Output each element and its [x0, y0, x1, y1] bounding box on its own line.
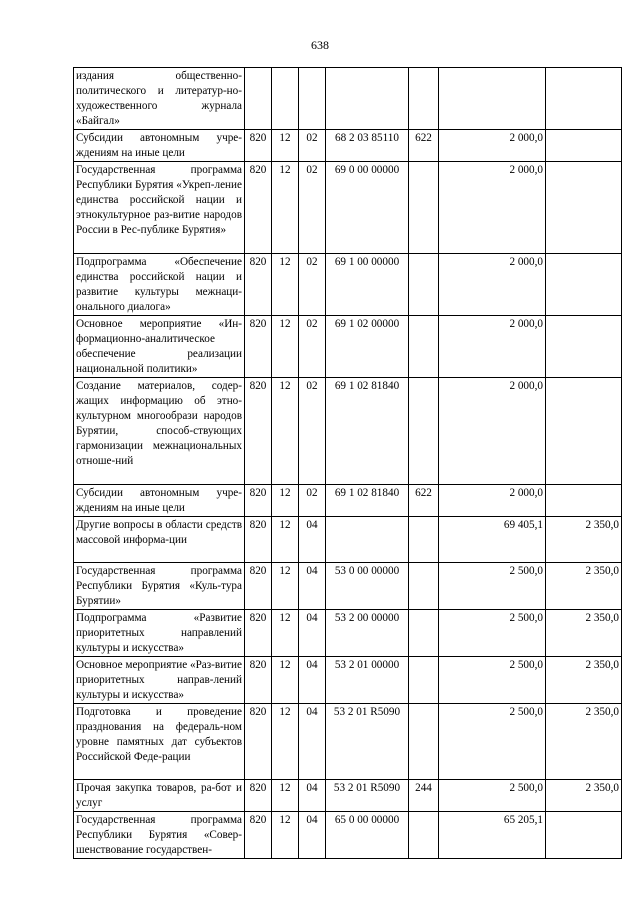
row-sum-1: 2 500,0	[439, 563, 546, 610]
row-rz: 12	[272, 610, 299, 657]
row-rz: 12	[272, 657, 299, 704]
row-pr: 04	[299, 780, 326, 812]
row-sum-1: 2 000,0	[439, 130, 546, 162]
row-csr: 53 2 01 R5090	[326, 704, 409, 780]
row-sum-2: 2 350,0	[546, 704, 622, 780]
row-rz: 12	[272, 704, 299, 780]
row-pr: 04	[299, 704, 326, 780]
row-ved: 820	[245, 780, 272, 812]
row-sum-1: 2 000,0	[439, 254, 546, 316]
row-name: Государственная программа Республики Бурятия «Куль-тура Бурятии»	[74, 563, 245, 610]
row-ved: 820	[245, 657, 272, 704]
table-row	[74, 378, 622, 485]
row-csr	[326, 68, 409, 130]
row-pr: 04	[299, 563, 326, 610]
budget-table-body	[74, 68, 622, 859]
row-name: Подготовка и проведение празднования на федераль-ном уровне памятных дат субъектов Российской Феде-рации	[74, 704, 245, 780]
row-rz: 12	[272, 378, 299, 485]
row-ved: 820	[245, 610, 272, 657]
row-csr: 69 1 00 00000	[326, 254, 409, 316]
table-row	[74, 610, 622, 657]
row-ved: 820	[245, 485, 272, 517]
row-name: Другие вопросы в области средств массовой информа-ции	[74, 517, 245, 563]
row-csr: 53 0 00 00000	[326, 563, 409, 610]
budget-table	[73, 67, 622, 859]
row-name: Основное мероприятие «Ин-формационно-аналитическое обеспечение реализации национальной политики»	[74, 316, 245, 378]
row-csr: 69 1 02 81840	[326, 378, 409, 485]
row-sum-2: 2 350,0	[546, 610, 622, 657]
row-sum-1: 69 405,1	[439, 517, 546, 563]
row-sum-2: 2 350,0	[546, 563, 622, 610]
row-vr	[409, 378, 439, 485]
row-pr: 02	[299, 485, 326, 517]
row-ved: 820	[245, 316, 272, 378]
row-sum-2: 2 350,0	[546, 657, 622, 704]
row-vr	[409, 563, 439, 610]
row-ved: 820	[245, 162, 272, 254]
row-csr: 68 2 03 85110	[326, 130, 409, 162]
row-name: Создание материалов, содер-жащих информацию об этно-культурном многообрази народов Бурятии, способ-ствующих гармонизации межнациональных отноше-ний	[74, 378, 245, 485]
row-rz: 12	[272, 485, 299, 517]
row-csr: 65 0 00 00000	[326, 812, 409, 859]
row-sum-2	[546, 378, 622, 485]
row-name: Субсидии автономным учре-ждениям на иные цели	[74, 485, 245, 517]
row-name: Государственная программа Республики Бурятия «Совер-шенствование государствен-	[74, 812, 245, 859]
table-row	[74, 517, 622, 563]
row-ved: 820	[245, 130, 272, 162]
row-rz	[272, 68, 299, 130]
table-row	[74, 780, 622, 812]
row-pr: 02	[299, 316, 326, 378]
row-sum-1: 2 500,0	[439, 610, 546, 657]
row-vr	[409, 254, 439, 316]
row-csr	[326, 517, 409, 563]
row-sum-1: 2 500,0	[439, 657, 546, 704]
table-row	[74, 162, 622, 254]
row-rz: 12	[272, 254, 299, 316]
row-pr: 02	[299, 254, 326, 316]
row-name: издания общественно-политического и литератур-но-художественного журнала «Байгал»	[74, 68, 245, 130]
row-vr	[409, 610, 439, 657]
row-pr: 02	[299, 162, 326, 254]
row-sum-1	[439, 68, 546, 130]
row-sum-2: 2 350,0	[546, 517, 622, 563]
row-rz: 12	[272, 162, 299, 254]
row-sum-1: 2 500,0	[439, 704, 546, 780]
table-row	[74, 130, 622, 162]
row-sum-2	[546, 812, 622, 859]
row-vr	[409, 517, 439, 563]
row-vr	[409, 162, 439, 254]
row-rz: 12	[272, 780, 299, 812]
row-sum-2: 2 350,0	[546, 780, 622, 812]
row-sum-1: 2 500,0	[439, 780, 546, 812]
row-ved: 820	[245, 378, 272, 485]
row-name: Основное мероприятие «Раз-витие приоритетных направ-лений культуры и искусства»	[74, 657, 245, 704]
row-vr	[409, 657, 439, 704]
row-pr	[299, 68, 326, 130]
table-row	[74, 812, 622, 859]
row-pr: 04	[299, 812, 326, 859]
row-ved: 820	[245, 704, 272, 780]
row-rz: 12	[272, 130, 299, 162]
row-sum-2	[546, 254, 622, 316]
row-pr: 04	[299, 517, 326, 563]
row-sum-1: 2 000,0	[439, 162, 546, 254]
row-ved: 820	[245, 517, 272, 563]
table-row	[74, 68, 622, 130]
row-csr: 69 0 00 00000	[326, 162, 409, 254]
row-sum-2	[546, 162, 622, 254]
row-vr: 622	[409, 485, 439, 517]
row-ved: 820	[245, 254, 272, 316]
row-pr: 02	[299, 378, 326, 485]
row-pr: 04	[299, 610, 326, 657]
table-row	[74, 254, 622, 316]
row-sum-1: 2 000,0	[439, 316, 546, 378]
page-number: 638	[311, 38, 329, 52]
row-rz: 12	[272, 563, 299, 610]
row-vr	[409, 812, 439, 859]
table-row	[74, 563, 622, 610]
row-rz: 12	[272, 517, 299, 563]
table-row	[74, 704, 622, 780]
row-pr: 04	[299, 657, 326, 704]
row-sum-1: 65 205,1	[439, 812, 546, 859]
table-row	[74, 316, 622, 378]
row-sum-2	[546, 130, 622, 162]
row-vr	[409, 704, 439, 780]
row-ved: 820	[245, 563, 272, 610]
row-csr: 53 2 01 R5090	[326, 780, 409, 812]
row-vr	[409, 316, 439, 378]
table-row	[74, 657, 622, 704]
row-pr: 02	[299, 130, 326, 162]
row-csr: 53 2 00 00000	[326, 610, 409, 657]
row-name: Государственная программа Республики Бурятия «Укреп-ление единства российской нации и этнокультурное раз-витие народов России в Рес-публике Бурятия»	[74, 162, 245, 254]
row-csr: 53 2 01 00000	[326, 657, 409, 704]
row-name: Подпрограмма «Обеспечение единства российской нации и развитие культуры межнаци-онального диалога»	[74, 254, 245, 316]
row-csr: 69 1 02 00000	[326, 316, 409, 378]
row-name: Прочая закупка товаров, ра-бот и услуг	[74, 780, 245, 812]
row-name: Подпрограмма «Развитие приоритетных направлений культуры и искусства»	[74, 610, 245, 657]
row-ved: 820	[245, 812, 272, 859]
row-sum-2	[546, 485, 622, 517]
row-vr	[409, 68, 439, 130]
row-vr: 622	[409, 130, 439, 162]
row-sum-2	[546, 316, 622, 378]
row-sum-2	[546, 68, 622, 130]
row-vr: 244	[409, 780, 439, 812]
row-rz: 12	[272, 812, 299, 859]
row-sum-1: 2 000,0	[439, 485, 546, 517]
row-sum-1: 2 000,0	[439, 378, 546, 485]
table-row	[74, 485, 622, 517]
row-csr: 69 1 02 81840	[326, 485, 409, 517]
row-rz: 12	[272, 316, 299, 378]
row-ved	[245, 68, 272, 130]
row-name: Субсидии автономным учре-ждениям на иные цели	[74, 130, 245, 162]
